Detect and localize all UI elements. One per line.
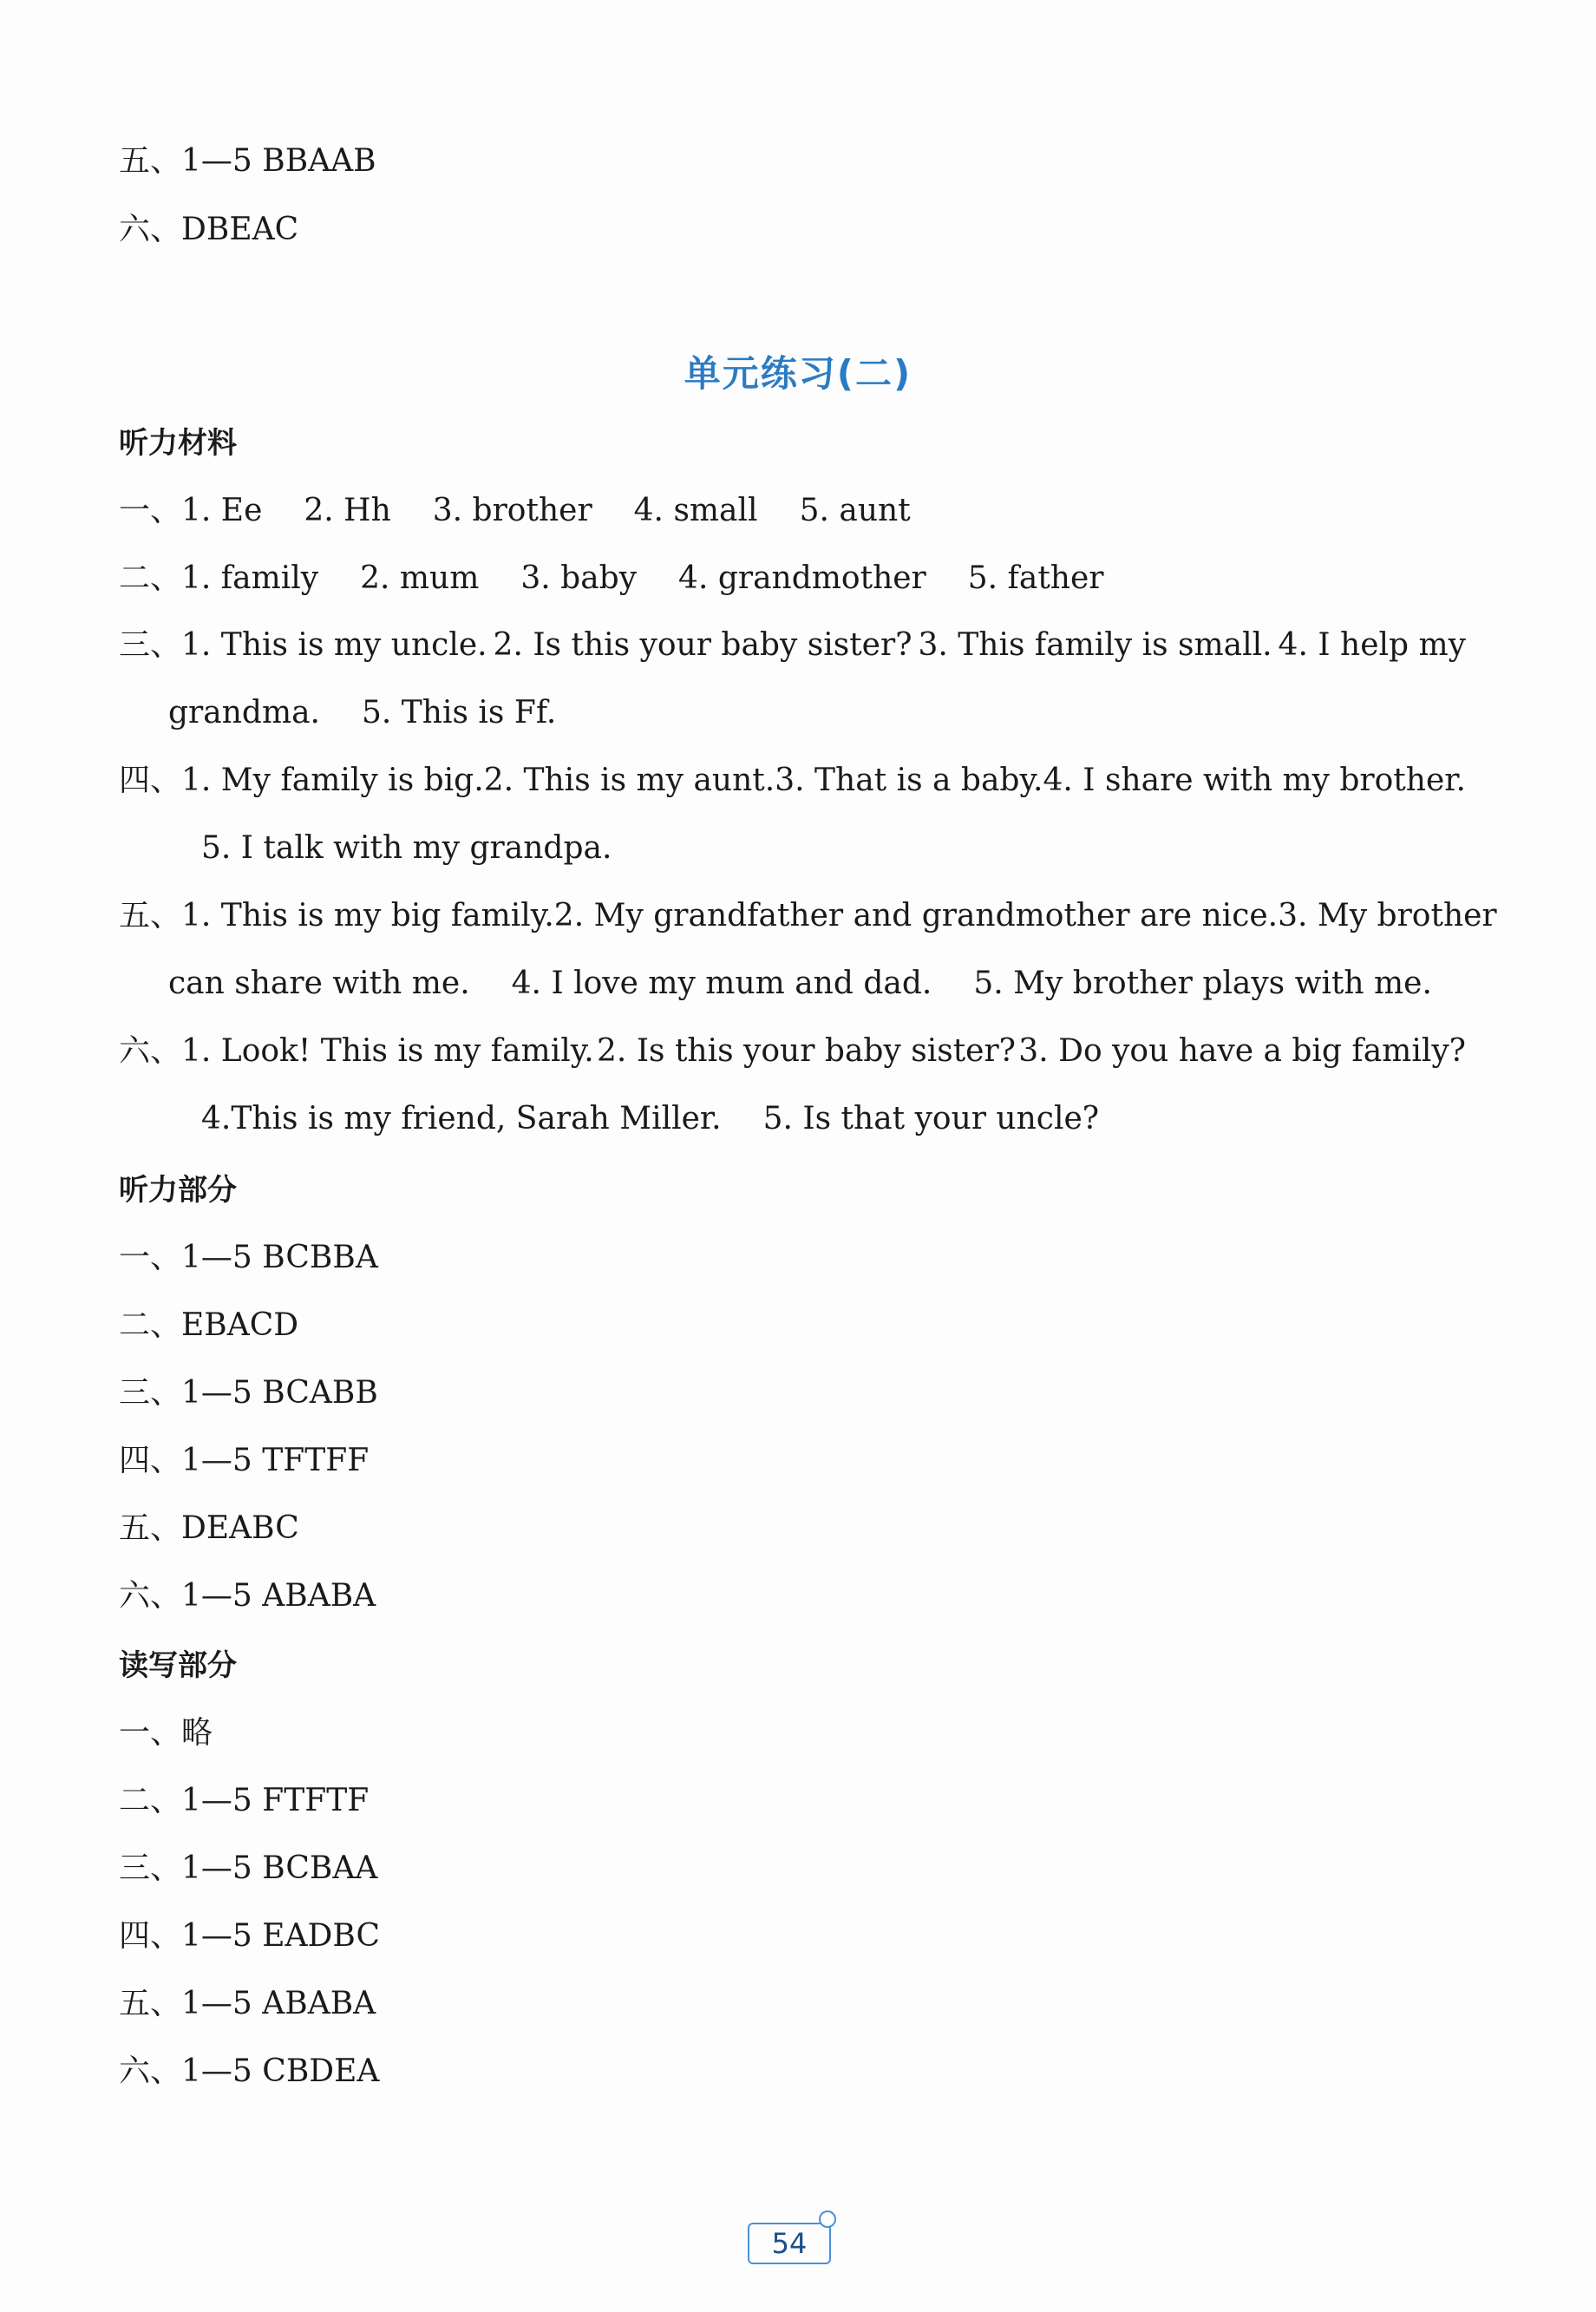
apple-icon (819, 2210, 836, 2228)
answer-line: 六、DBEAC (119, 212, 299, 247)
answer-line: 二、EBACD (119, 1307, 299, 1343)
section-heading: 听力部分 (119, 1173, 237, 1208)
page-title: 单元练习(二) (684, 352, 912, 395)
material-q4-line1: 四、1. My family is big. 2. This is my aunt. 3. That is a baby. 4. I share with my brother. (119, 763, 1466, 798)
answer-line: 二、1—5 FTFTF (119, 1783, 370, 1818)
answer-line: 五、1—5 BBAAB (119, 143, 376, 179)
answer-line: 六、1—5 ABABA (119, 1578, 376, 1614)
answer-line: 四、1—5 EADBC (119, 1918, 381, 1954)
material-q5-line1: 五、1. This is my big family. 2. My grandfather and grandmother are nice. 3. My brother (119, 898, 1497, 933)
material-q4-line2: 5. I talk with my grandpa. (201, 830, 612, 866)
answer-line: 一、略 (119, 1715, 213, 1751)
answer-line: 六、1—5 CBDEA (119, 2053, 380, 2089)
material-q6-line2: 4.This is my friend, Sarah Miller. 5. Is that your uncle? (201, 1101, 1100, 1136)
section-heading: 听力材料 (119, 426, 237, 461)
answer-line: 五、DEABC (119, 1510, 299, 1546)
answer-line: 四、1—5 TFTFF (119, 1443, 370, 1478)
material-q2: 二、1. family 2. mum 3. baby 4. grandmother 5. father (119, 560, 1104, 596)
material-q5-line2: can share with me. 4. I love my mum and dad. 5. My brother plays with me. (168, 966, 1432, 1001)
material-q3-line2: grandma. 5. This is Ff. (168, 695, 557, 730)
page-number-text: 54 (771, 2227, 808, 2260)
answer-line: 三、1—5 BCBAA (119, 1850, 378, 1886)
material-q3-line1: 三、1. This is my uncle. 2. Is this your baby sister? 3. This family is small. 4. I help my (119, 627, 1466, 663)
material-q6-line1: 六、1. Look! This is my family. 2. Is this your baby sister? 3. Do you have a big family? (119, 1033, 1466, 1069)
answer-line: 一、1—5 BCBBA (119, 1240, 378, 1275)
answer-line: 三、1—5 BCABB (119, 1375, 378, 1411)
answer-line: 五、1—5 ABABA (119, 1986, 376, 2021)
page-number (748, 2223, 831, 2264)
section-heading: 读写部分 (119, 1648, 237, 1683)
material-q1: 一、1. Ee 2. Hh 3. brother 4. small 5. aunt (119, 493, 911, 528)
